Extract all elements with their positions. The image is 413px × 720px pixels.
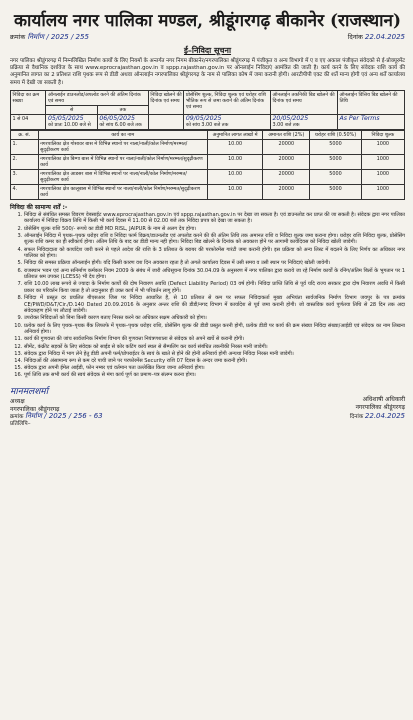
- footer-ref: क्रमांक निर्माण / 2025 / 256 - 63: [10, 411, 103, 420]
- work-cost: 10.00: [208, 139, 263, 154]
- work-proc: 1000: [361, 184, 404, 199]
- office-title: कार्यालय नगर पालिका मण्डल, श्रीडूंगरगढ़ बीकानेर (राजस्थान): [14, 11, 401, 31]
- condition-item: 11. कार्य की गुणवत्ता की जांच सार्वजनिक निर्माण विभाग की गुणवत्ता नियंत्रणशाला से संवेदक को अपने खर्चे से करानी होगी।: [24, 336, 405, 343]
- schedule-opening: [148, 114, 183, 129]
- th-work-emd: अमानत राशि (2%): [263, 130, 310, 139]
- work-cost: 10.00: [208, 154, 263, 169]
- condition-item: 3. ऑनलाईन निविदा में पृथक–पृथक धरोहर राशि व निविदा फार्म विक्रय/डाउनलोड एवं अपलोड करने की की अंतिम तिथि तक अमानत राशि व निविदा शुल्क जमा कराना होगा। धरोहर राशि निविदा शुल्क, प्रोसेसिंग शुल्क राशि कमर का ही स्वीकार्य होगा। अंतिम तिथि के बाद का डीडी मान्य नही होगा। निविदा बिड खोलने के दिनांक को अवकाश होने पर आगामी कार्यदिवस को निविदा खोली जावेगी।: [24, 233, 405, 246]
- conditions-list: [10, 212, 405, 379]
- conditions-title: निविदा की सामान्य शर्तें :-: [10, 203, 68, 211]
- schedule-tech: 20/05/2025 3.00 बजे तक: [271, 114, 338, 129]
- chairman-office: नगरपालिका श्रीडूंगरगढ़: [10, 405, 60, 413]
- work-proc: 1000: [361, 154, 404, 169]
- works-table: [10, 130, 405, 200]
- date-value: 22.04.2025: [364, 33, 405, 41]
- condition-item: 6. राजस्थान भवन एवं अन्य सनिर्माण कर्मकार नियम 2009 के संबंध में जारी अधिसूचना दिनांक 30.04.09 के अनुसरण में नगर पालिका द्वारा कराये जा रहे निर्माण कार्यों के रनिंग/अंतिम बिलों के भुगतान पर 1 प्रतिशत श्रम उपकर (LCESS) भी देय होगा।: [24, 268, 405, 281]
- condition-item: 5. निविदा की समस्त प्रक्रिया ऑनलाईन होगी। यदि किसी कारण वश दिन अवकाश रहता है तो अगले कार्यालय दिवस में उसी समय व उसी स्थान पर निविदाएं खोली जावेगी।: [24, 260, 405, 267]
- work-emd: 20000: [263, 154, 310, 169]
- work-proc: 1000: [361, 139, 404, 154]
- ref-date: दिनांक 22.04.2025: [347, 33, 405, 41]
- condition-item: 9. उपरोक्त निविदाओं को बिना किसी कारण बताए निरस्त करने का अधिकार सक्षम अधिकारी को होगा।: [24, 315, 405, 322]
- condition-item: 12. सीमेंट, कंक्रीट सड़कों के लिए संवेदक को साईड से कोर कटिंग कार्य स्थल से सैम्पलिंग कर कार्य संबंधित तकनीकी निरस्त मानी जावेगी।: [24, 344, 405, 351]
- schedule-to: 06/05/2025 को सांय 6.00 बजे तक: [97, 114, 148, 129]
- chairman-designation: अध्यक्ष: [10, 397, 25, 405]
- work-sno: 1.: [11, 139, 39, 154]
- condition-item: 7. राशि 10.00 लाख रूपये से ज्यादा के निर्माण कार्यों की दोष निवारण अवधि (Defect Liability Period) 03 वर्ष होगी। निविदा प्राप्ति तिथि से पूर्व यदि राज्य सरकार द्वारा दोष निवारण अवधि में किसी प्रकार का परिवर्तन किया जाता है तो तदानुसार ही उक्त कार्य में भी परिवर्तन लागू होगें।: [24, 281, 405, 294]
- schedule-sno: 1 से 04: [11, 114, 46, 129]
- ref-value: निर्माण / 2025 / 255: [27, 33, 89, 41]
- work-sno: 4.: [11, 184, 39, 199]
- th-work-proc: निविदा शुल्क: [361, 130, 404, 139]
- th-fin: ऑनलाईन वित्तिय बिड खोलने की तिथि: [337, 90, 404, 114]
- work-row: [11, 139, 405, 154]
- chairman-block: [10, 384, 59, 413]
- condition-item: 4. सफल निविदादाता को कार्यादेश जारी करने से पहले आदेश की राशि के 3 प्रतिशत के बराबर की परफोरमेंस गारंटी जमा करानी होगी। इस प्रक्रिया को अन्य लिस्ट में बदलने के लिए निर्णय का अधिकार नगर पालिका को होगा।: [24, 247, 405, 260]
- signature-row: [10, 384, 405, 413]
- handwritten-signature: मानमलशर्मा: [10, 386, 49, 397]
- work-fee: 5000: [310, 139, 361, 154]
- work-proc: 1000: [361, 169, 404, 184]
- condition-item: 13. संवेदक द्वारा निविदा में भाग लेने हेतु डीडी अपनी फर्म/प्रोपराईटर के स्वयं के खाते से होने की होनी अनिवार्य होगी अन्यथा निविदा निरस्त मानी जावेगी।: [24, 351, 405, 358]
- reference-line: [10, 32, 405, 42]
- condition-item: 8. निविदा में प्रस्तुत दर प्रचलित बीएसआर जिस पर निविदा आधारित है, से 10 प्रतिशत से कम पर सफल निविदाकर्ता मुख्य अभियंता सार्वजनिक निर्माण विभाग जयपुर के पत्र क्रमांक CE/PWD/D&T/Cir./D.140 Dated 20.09.2016 के अनुसार अन्तर राशि की डीडी/नगद विभाग में कार्यादेश से पूर्व जमा करानी होगी। जो वास्तविक कार्य पूर्णतया तिथि से 28 दिन तक अदा संवेदकहण होने पर लौटाई जावेगी।: [24, 295, 405, 315]
- work-name: नगरपालिका क्षेत्र आडसर बास में विभिन्न स्थानों पर नाला/नाली/कोल निर्माण/मरम्मत/सुदृढ़ीकरण कार्य: [38, 169, 207, 184]
- work-name: नगरपालिका क्षेत्र बिग्गा बास में विभिन्न स्थानों पर नाला/नाली/कोल निर्माण/मरम्मत/सुदृढ़ीकरण कार्य: [38, 154, 207, 169]
- eo-block: [356, 384, 405, 413]
- condition-item: 2. प्रोसेसिंग शुल्क राशि 500/- रूपये का डीडी MD RISL, JAIPUR के नाम से अलग देय होगा।: [24, 226, 405, 233]
- work-fee: 5000: [310, 169, 361, 184]
- th-from: से: [46, 105, 97, 114]
- work-fee: 5000: [310, 154, 361, 169]
- th-sno: निविदा का क्रम सख्या: [11, 90, 46, 114]
- work-emd: 20000: [263, 169, 310, 184]
- work-row: [11, 154, 405, 169]
- work-emd: 20000: [263, 184, 310, 199]
- schedule-fee: 09/05/2025 को सांय 3.00 बजे तक: [184, 114, 271, 129]
- condition-item: 10. प्रत्येक कार्य के लिए पृथक–पृथक बैंक लिफाफे में पृथक–पृथक धरोहर राशि, प्रोसेसिंग शुल्क की डीडी प्रस्तुत करनी होगी, प्रत्येक डीडी पर कार्य की क्रम संख्या निविदा संख्या/आईडी एवं संवेदक का नाम लिखना अनिवार्य होगा।: [24, 323, 405, 336]
- footer: [10, 413, 405, 429]
- footer-date: दिनांक 22.04.2025: [349, 411, 405, 420]
- copy-label: प्रतिलिपि–: [10, 421, 31, 428]
- work-fee: 5000: [310, 184, 361, 199]
- work-name: नगरपालिका क्षेत्र गोसावर बास मे विभिन्न स्थानो पर नाला/नाली/कोल निर्माण/मरम्मत/सुदृढ़ीकरण कार्य: [38, 139, 207, 154]
- work-sno: 3.: [11, 169, 39, 184]
- th-work-fee: धरोहर राशि (0.50%): [310, 130, 361, 139]
- schedule-from: 05/05/2025 को प्रातः 10.00 बजे से: [46, 114, 97, 129]
- work-emd: 20000: [263, 139, 310, 154]
- th-fee: प्रोसेसिंग शुल्क, निविदा शुल्क एवं धरोहर राशि भौतिक रूप से जमा कराने की अंतिम दिनांक एवं समय: [184, 90, 271, 114]
- work-row: [11, 169, 405, 184]
- condition-item: 16. पूर्ण तिथि तक सभी कार्य की स्वयं संवेदक से मंगा कार्य पूर्ण का प्रमाण–पत्र संलग्न करना होगा।: [24, 372, 405, 379]
- th-work-sno: क्र. सं.: [11, 130, 39, 139]
- condition-item: 15. संवेदक द्वारा अपनी ईमेल आईडी, फोन नम्बर एवं वर्तमान पता उल्लेखित किया जाना अनिवार्य होगा।: [24, 365, 405, 372]
- work-sno: 2.: [11, 154, 39, 169]
- schedule-fin: As Per Terms: [337, 114, 404, 129]
- work-row: [11, 184, 405, 199]
- th-tech: ऑनलाईन तकनिकी बिड खोलने की दिनांक एवं समय: [271, 90, 338, 114]
- notice-title: ई–निविदा सूचना: [183, 46, 232, 55]
- intro-paragraph: नगर पालिका श्रीडूंगरगढ़ में निम्नलिखित निर्माण कार्यों के लिए नियमों के अन्तर्गत नगर निगम बीकानेर/नगरपालिका श्रीडूंगरगढ़ में पंजीकृत व अन्य विभागो में ए व एए अकाल पंजीकृत संवेदको से ई-प्रोक्यूरमेंट प्रक्रिया से वैधानिक दर्शावेज के साथ www.eprocrajasthan.gov.in व sppp.rajasthan.gov.in पर ऑनलाईन निविदाएं आमंत्रित की जाती है। कार्य करने के लिए संवेदक राशि कार्य की अनुमानित लागत का 2 प्रतिशत राशि पृथक रूप से डीडी अथवा ऑनलाईन नगरपालिका श्रीडूंगरगढ़ के नाम से पालिका कोष में जमा करानी होगी। आरटीपीपी एक्ट की शर्ते मान्य होगी एवं अन्य शर्तें कार्यालय समय में देखी जा सकती है।: [10, 58, 405, 86]
- eo-designation: अधिशाषी अधिकारी: [362, 395, 405, 403]
- work-name: नगरपालिका क्षेत्र कालूबास में विभिन्न स्थानों पर नाला/नाली/कोल निर्माण/मरम्मत/सुदृढ़ीकरण कार्य: [38, 184, 207, 199]
- ref-number: क्रमांक निर्माण / 2025 / 255: [10, 33, 89, 41]
- work-cost: 10.00: [208, 184, 263, 199]
- condition-item: 14. निविदाओं की अंसामान्य रूप से कम दरे पायी जाने पर परफोरमेंस Security राशि 07 दिवस के अन्दर जमा करानी होगी।: [24, 358, 405, 365]
- th-opening: निविदा खोलने की दिनांक एवं समय: [148, 90, 183, 114]
- th-upload: ऑनलाईन डाउनलोड/अपलोड करने की अंतिम दिनांक एवं समय: [46, 90, 148, 105]
- th-work-name: कार्य का नाम: [38, 130, 207, 139]
- work-cost: 10.00: [208, 169, 263, 184]
- th-work-cost: अनुमानित लागत लाखों में: [208, 130, 263, 139]
- eo-office: नगरपालिका श्रीडूंगरगढ़: [355, 403, 405, 411]
- th-to: तक: [97, 105, 148, 114]
- condition-item: 1. निविदा से संबंधित समस्त विवरण वेबसाईट www.eprocrajasthan.gov.in एवं sppp.rajasthan.gov.in पर देखा जा सकता है। एवं डाउनलोड कर प्राप्त की जा सकती है। संवेदक द्वारा नगर पालिका कार्यालय में निविदा विक्रय तिथि में किसी भी कार्य दिवस में 11.00 से 02.00 बजे तक निविदा प्रपत्र को देखा जा सकता है।: [24, 212, 405, 225]
- schedule-table: [10, 90, 405, 130]
